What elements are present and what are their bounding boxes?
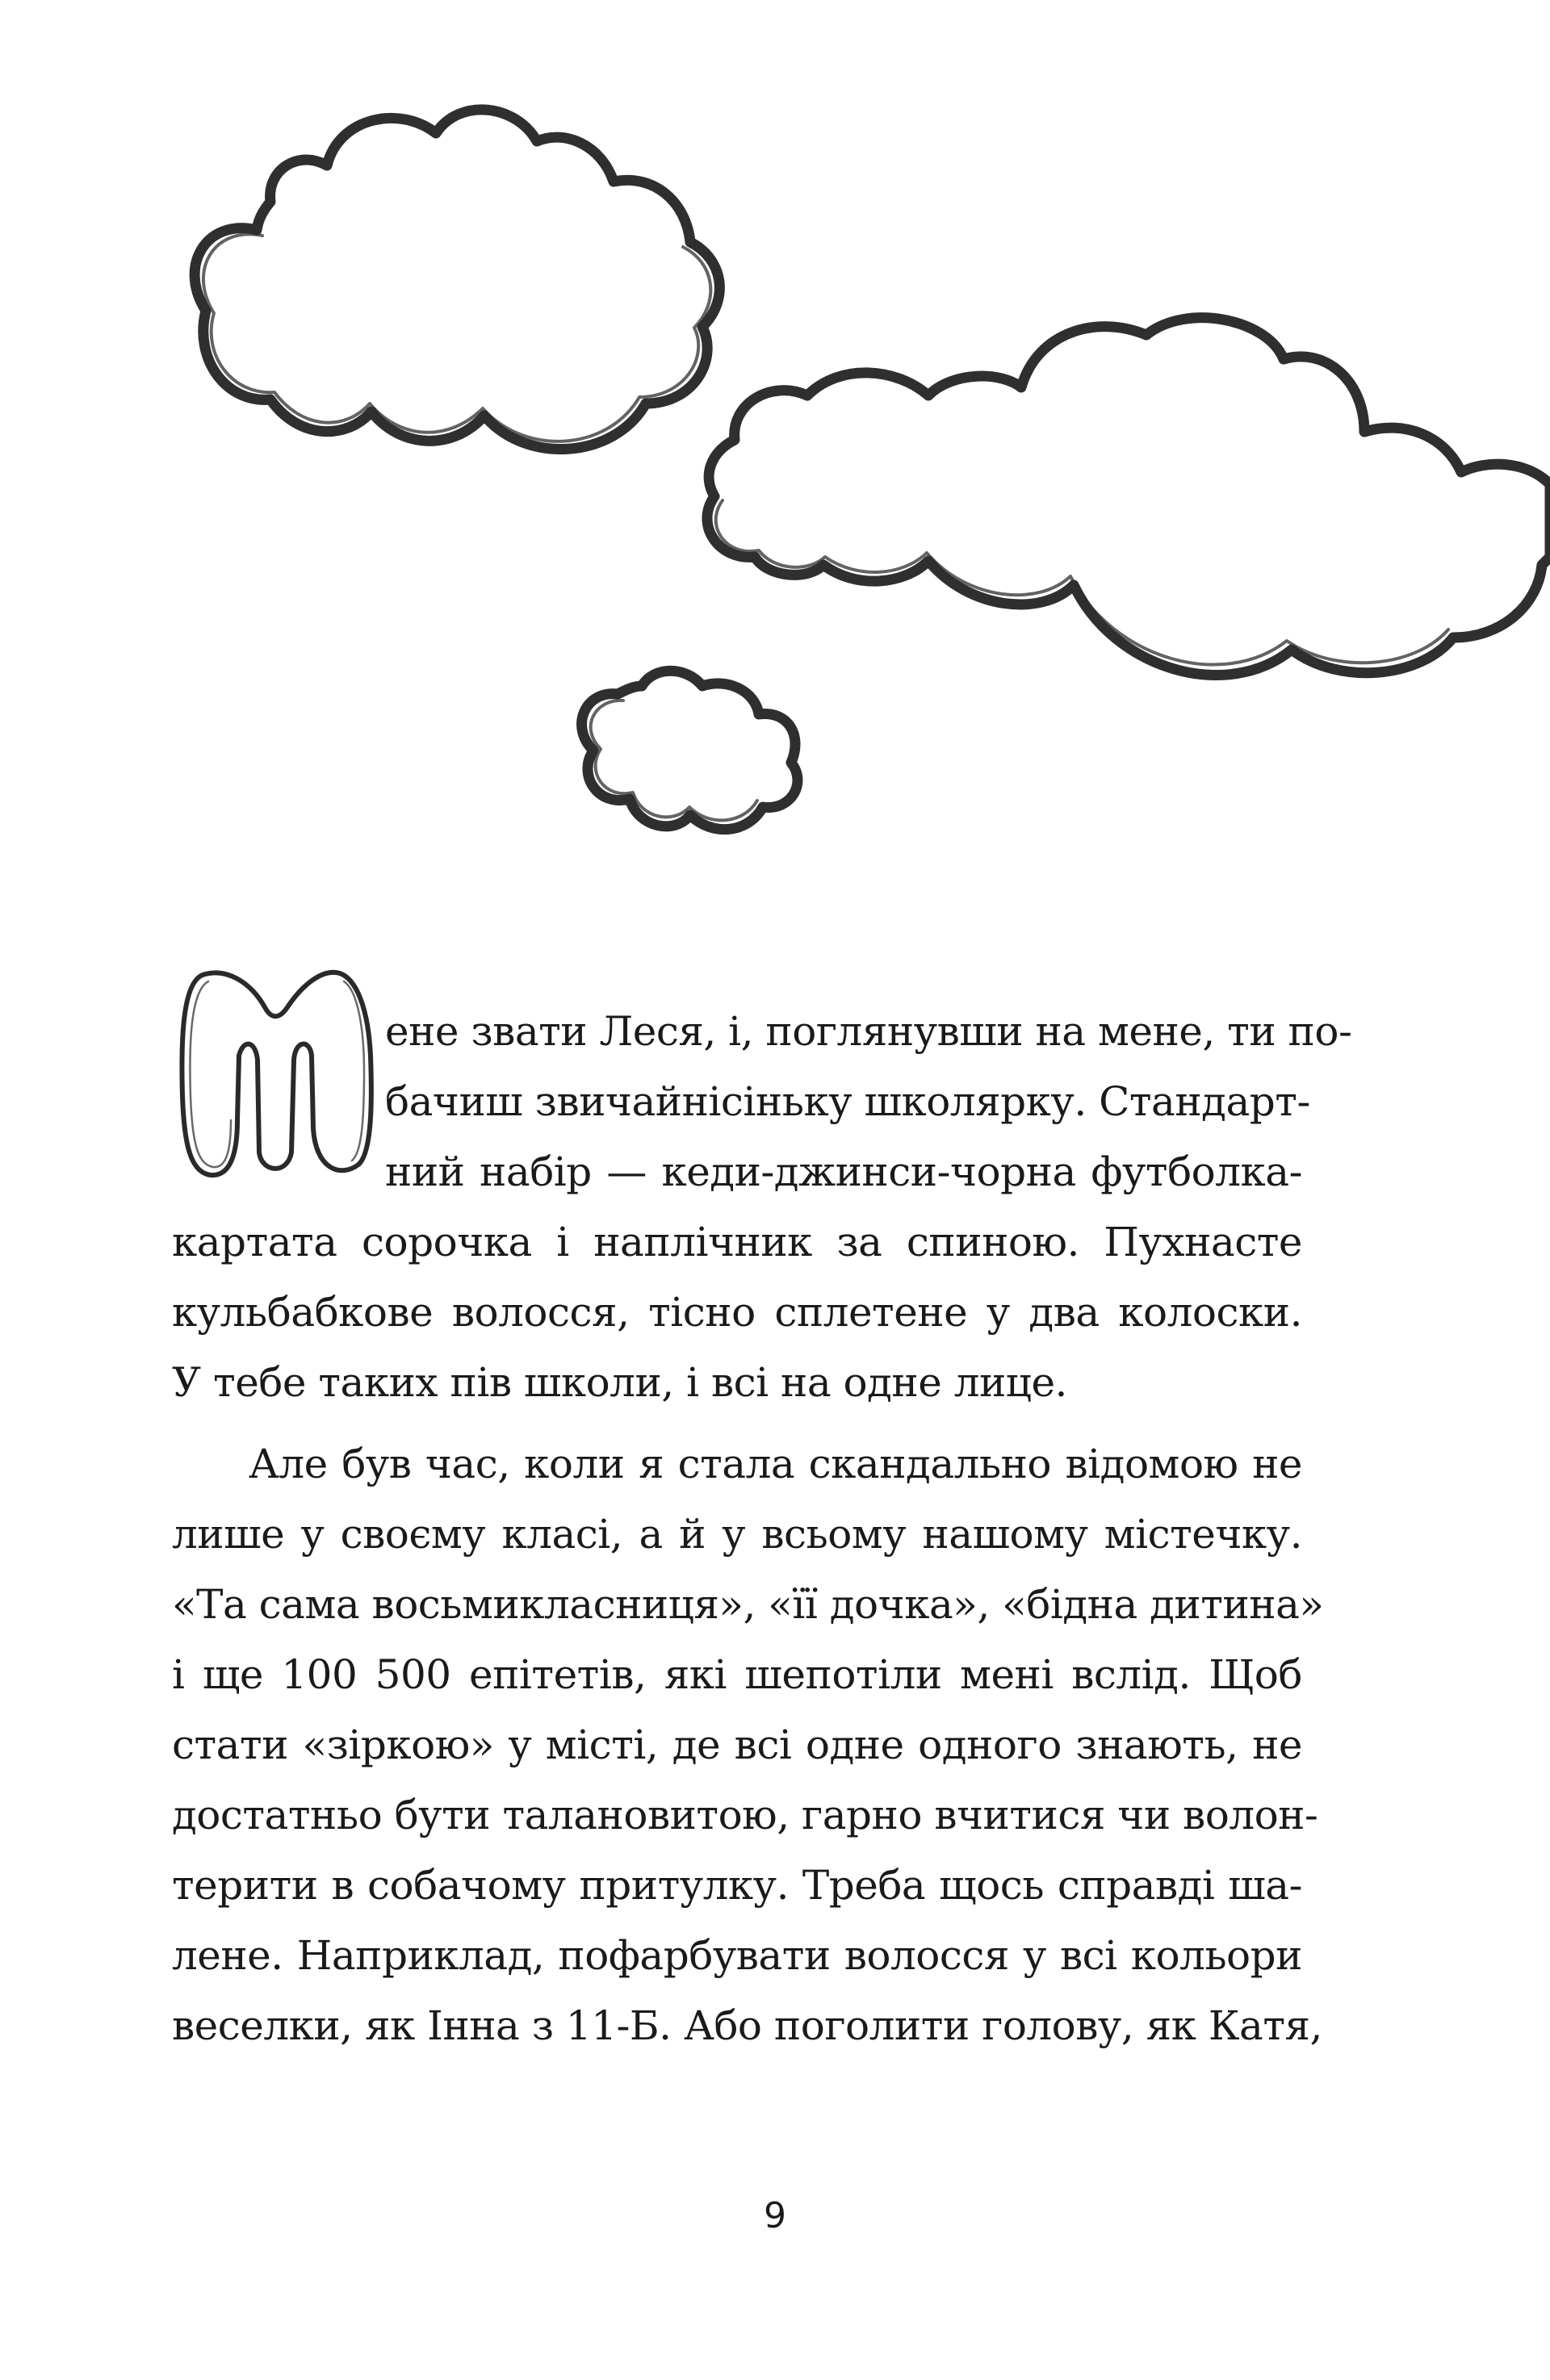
text-line: «Та сама восьмикласниця», «її дочка», «бідна дитина» [172,1581,1324,1628]
text-line: кульбабкове волосся, тісно сплетене у два колоски. [172,1289,1302,1336]
text-line: ене звати Леся, і, поглянувши на мене, ти по- [385,1008,1352,1055]
text-line: У тебе таких пів школи, і всі на одне лице. [172,1359,1067,1406]
text-line: ний набір — кеди-джинси-чорна футболка- [385,1148,1302,1195]
text-line: достатньо бути талановитою, гарно вчитися чи волон- [172,1792,1318,1838]
text-line: картата сорочка і наплічник за спиною. Пухнасте [172,1219,1302,1265]
text-line: і ще 100 500 епітетів, які шепотіли мені вслід. Щоб [172,1651,1302,1698]
text-line: лише у своєму класі, а й у всьому нашому містечку. [172,1511,1302,1558]
page-number: 9 [764,2195,786,2236]
text-line: лене. Наприклад, пофарбувати волосся у всі кольори [172,1932,1302,1979]
text-line: терити в собачому притулку. Треба щось справді ша- [172,1862,1302,1909]
text-line: Але був час, коли я стала скандально відомою не [249,1441,1302,1487]
text-line: стати «зіркою» у місті, де всі одне одного знають, не [172,1721,1302,1768]
text-line: бачиш звичайнісіньку школярку. Стандарт- [385,1078,1310,1125]
text-line: веселки, як Інна з 11-Б. Або поголити голову, як Катя, [172,2002,1322,2049]
